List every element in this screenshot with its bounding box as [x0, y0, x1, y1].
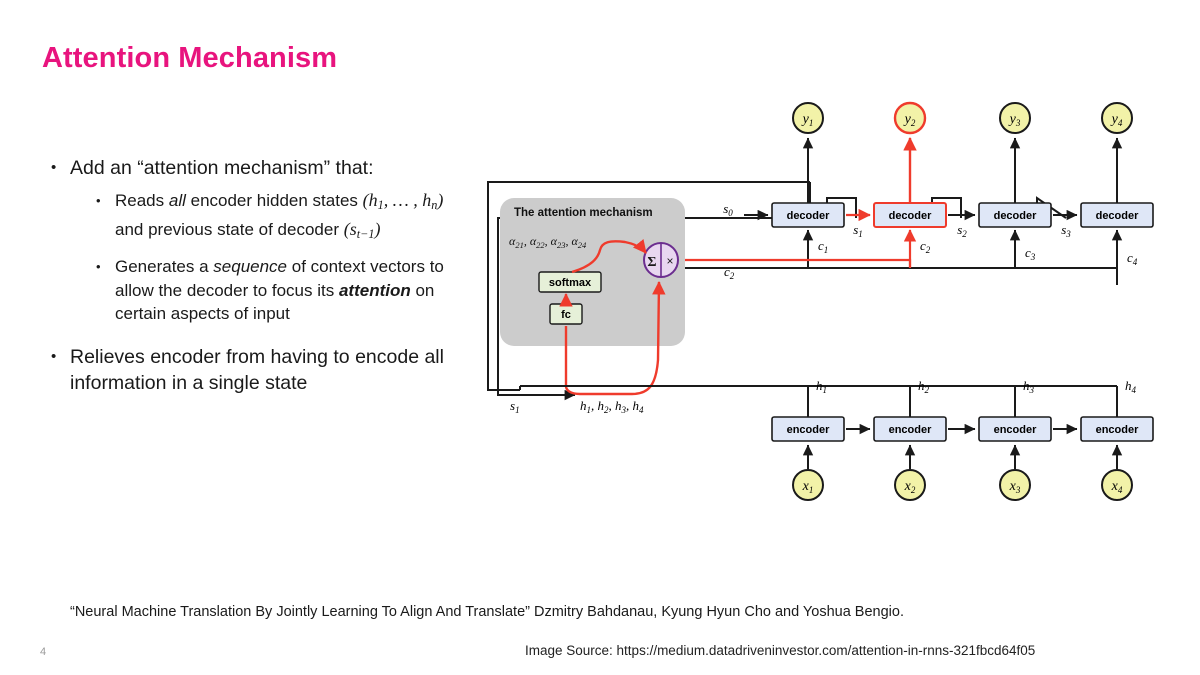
input-label-x4: $x_4$: [1111, 479, 1123, 495]
bullet-text-part: Generates a: [115, 257, 214, 277]
state-label-s1: $s_1$: [853, 222, 863, 239]
bullet-text: Relieves encoder from having to encode all information in a single state: [70, 345, 444, 394]
citation-text: “Neural Machine Translation By Jointly Learning To Align And Translate” Dzmitry Bahdanau, Kyung Hyun Cho and Yoshua Bengio.: [70, 604, 904, 620]
softmax-label: softmax: [548, 277, 592, 289]
bullet-text-part: encoder hidden states: [185, 191, 363, 210]
slide-number: 4: [40, 646, 47, 658]
decoder-label-3: decoder: [993, 210, 1037, 222]
encoder-label-2: encoder: [888, 424, 932, 436]
hidden-state-label-h2: $h_2$: [918, 378, 929, 395]
decoder-label-1: decoder: [786, 210, 830, 222]
bullet-text-part: on certain aspects of input: [115, 280, 435, 324]
hidden-state-label-h3: $h_3$: [1023, 378, 1034, 395]
decoder-label-4: decoder: [1095, 210, 1139, 222]
context-label-c3: $c_3$: [1025, 245, 1036, 262]
encoder-label-3: encoder: [993, 424, 1037, 436]
attention-panel-title: The attention mechanism: [514, 207, 653, 219]
output-label-y4: $y_4$: [1111, 112, 1123, 128]
image-source-text: Image Source: https://medium.datadriveninvestor.com/attention-in-rnns-321fbcd64f05: [525, 643, 1036, 658]
bullet-emphasis: sequence: [213, 257, 288, 277]
context-label-c4: $c_4$: [1127, 250, 1138, 267]
alpha-weights-label: $\alpha_{21}$, $\alpha_{22}$, $\alpha_{23}$, $\alpha_{24}$: [509, 234, 587, 250]
bullet-list: [48, 155, 468, 404]
math-hidden-states: ($h_1$, … , $h_n$): [362, 190, 444, 213]
context-label-c1: $c_1$: [818, 238, 829, 255]
bullet-item: [93, 255, 468, 326]
output-label-y3: $y_3$: [1009, 112, 1021, 128]
output-label-y1: $y_1$: [802, 112, 814, 128]
context-label-c2-rail: $c_2$: [724, 264, 735, 281]
input-label-x2: $x_2$: [904, 479, 916, 495]
hidden-state-label-h4: $h_4$: [1125, 378, 1136, 395]
page-title: Attention Mechanism: [42, 42, 338, 74]
bullet-text-part: Reads: [115, 191, 169, 210]
sigma-symbol: Σ: [647, 255, 657, 270]
math-prev-state: $(s_{t-1})$: [343, 218, 381, 241]
state-label-s3: $s_3$: [1061, 222, 1071, 239]
feedback-state-label-s1: $s_1$: [510, 398, 520, 415]
bullet-emphasis: all: [168, 191, 186, 210]
input-label-x1: $x_1$: [802, 479, 814, 495]
encoder-label-1: encoder: [786, 424, 830, 436]
state-label-s0: $s_0$: [723, 201, 733, 218]
decoder-label-2: decoder: [888, 210, 932, 222]
bullet-strong-emphasis: attention: [338, 280, 411, 300]
hidden-state-label-h1: $h_1$: [816, 378, 827, 395]
output-node-group: [793, 103, 1132, 133]
bullet-text: Add an “attention mechanism” that:: [70, 157, 374, 179]
fc-label: fc: [561, 309, 571, 321]
bullet-item: [48, 155, 468, 181]
input-node-group: [793, 470, 1132, 500]
hidden-states-group-label: $h_1$, $h_2$, $h_3$, $h_4$: [580, 398, 644, 415]
state-label-s2: $s_2$: [957, 222, 967, 239]
context-label-c2: $c_2$: [920, 238, 931, 255]
bullet-text-part: and previous state of decoder: [115, 219, 344, 239]
input-label-x3: $x_3$: [1009, 479, 1021, 495]
attention-mechanism-diagram: [480, 90, 1180, 510]
encoder-label-4: encoder: [1095, 424, 1139, 436]
bullet-text-part: of context vectors to allow the decoder to focus its: [115, 257, 444, 300]
bullet-item: [93, 189, 468, 246]
output-label-y2: $y_2$: [904, 112, 916, 128]
bullet-item: [48, 344, 468, 396]
times-symbol: ×: [666, 254, 674, 268]
